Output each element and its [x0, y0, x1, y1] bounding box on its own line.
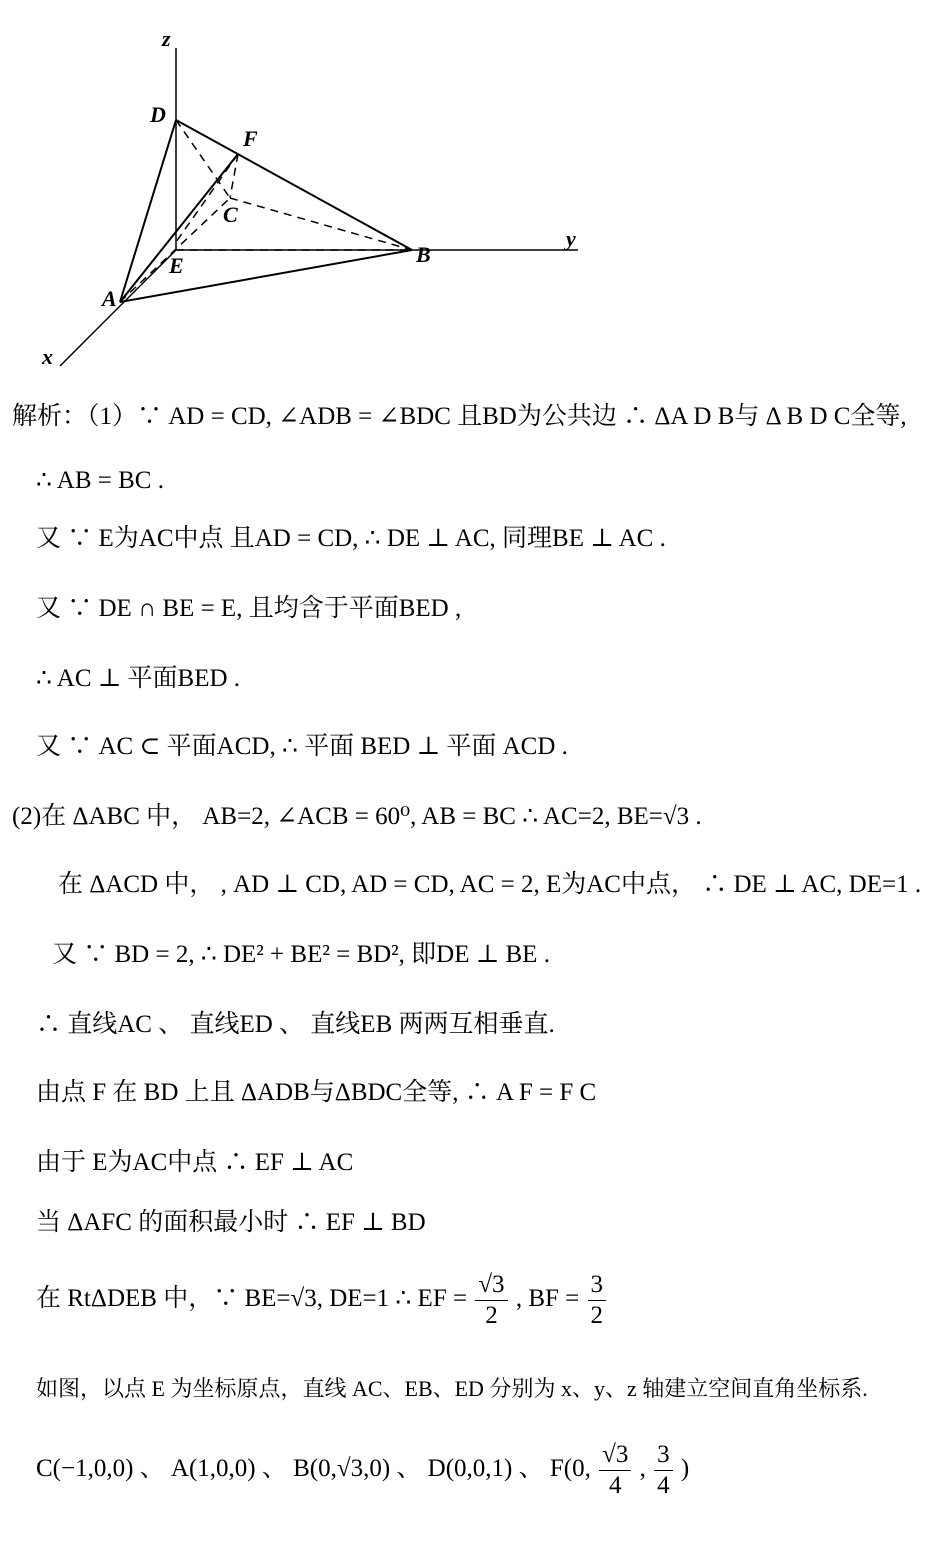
edge-DA [120, 120, 176, 302]
solution-line-7: (2)在 ΔABC 中， AB=2, ∠ACB = 60⁰, AB = BC ∴ AC=2, BE=√3 . [12, 803, 702, 830]
solution-line-13: 当 ΔAFC 的面积最小时 ∴ EF ⊥ BD [36, 1209, 426, 1236]
solution-line-1: 解析：（1）∵ AD = CD, ∠ADB = ∠BDC 且BD为公共边 ∴ ΔA D B与 Δ B D C全等, [12, 403, 907, 430]
fraction-bf-denominator: 2 [590, 1302, 603, 1329]
fraction-f-z-denominator: 4 [657, 1472, 670, 1499]
solution-line-6: 又 ∵ AC ⊂ 平面ACD, ∴ 平面 BED ⊥ 平面 ACD . [36, 733, 568, 760]
solution-line-16 [36, 1440, 689, 1501]
fraction-f-z-numerator: 3 [654, 1440, 673, 1471]
solution-line-4: 又 ∵ DE ∩ BE = E, 且均含于平面BED , [36, 595, 462, 622]
line16-suffix: ) [680, 1455, 690, 1483]
label-D: D [150, 102, 166, 127]
label-F: F [243, 126, 258, 151]
solution-line-11: 由点 F 在 BD 上且 ΔADB与ΔBDC全等, ∴ A F = F C [36, 1079, 597, 1106]
line14-prefix: 在 RtΔDEB 中，∵ BE=√3, DE=1 ∴ EF = [36, 1285, 468, 1313]
edge-DC [176, 120, 230, 198]
edge-AF [120, 154, 238, 302]
label-A: A [102, 286, 117, 311]
label-z: z [162, 26, 171, 51]
line16-prefix: C(−1,0,0) 、 A(1,0,0) 、 B(0,√3,0) 、 D(0,0,1) 、 F(0, [36, 1455, 591, 1483]
line16-sep: , [639, 1455, 646, 1483]
label-E: E [169, 253, 184, 278]
fraction-f-z [654, 1440, 673, 1501]
fraction-f-y [599, 1440, 631, 1501]
fraction-ef-denominator: 2 [485, 1302, 498, 1329]
fraction-bf [588, 1270, 607, 1331]
fraction-f-y-denominator: 4 [608, 1472, 622, 1499]
solution-line-9: 又 ∵ BD = 2, ∴ DE² + BE² = BD², 即DE ⊥ BE . [52, 941, 550, 968]
solution-line-14 [36, 1270, 608, 1331]
edge-DB [176, 120, 412, 250]
label-y: y [566, 226, 576, 251]
solution-line-3: 又 ∵ E为AC中点 且AD = CD, ∴ DE ⊥ AC, 同理BE ⊥ AC . [36, 525, 666, 552]
label-x: x [42, 344, 53, 369]
solution-line-10: ∴ 直线AC 、 直线ED 、 直线EB 两两互相垂直. [36, 1011, 555, 1038]
line14-mid: , BF = [515, 1285, 580, 1313]
x-axis [60, 250, 176, 366]
solution-line-15: 如图，以点 E 为坐标原点，直线 AC、EB、ED 分别为 x、y、z 轴建立空间直角坐标系. [36, 1376, 868, 1401]
edge-CB [230, 198, 412, 250]
fraction-ef-numerator: √3 [475, 1270, 507, 1301]
edge-AB [120, 250, 412, 302]
solution-line-2: ∴ AB = BC . [36, 467, 164, 494]
label-B: B [416, 242, 431, 267]
solution-line-5: ∴ AC ⊥ 平面BED . [36, 665, 241, 692]
solution-line-12: 由于 E为AC中点 ∴ EF ⊥ AC [36, 1149, 354, 1176]
solution-line-8: 在 ΔACD 中， , AD ⊥ CD, AD = CD, AC = 2, E为AC中点， ∴ DE ⊥ AC, DE=1 . [58, 871, 922, 898]
fraction-f-y-numerator: √3 [599, 1440, 631, 1471]
fraction-ef [475, 1270, 507, 1331]
fraction-bf-numerator: 3 [588, 1270, 607, 1301]
label-C: C [223, 202, 238, 227]
edge-FE [176, 154, 238, 242]
tetrahedron-figure [0, 0, 600, 375]
